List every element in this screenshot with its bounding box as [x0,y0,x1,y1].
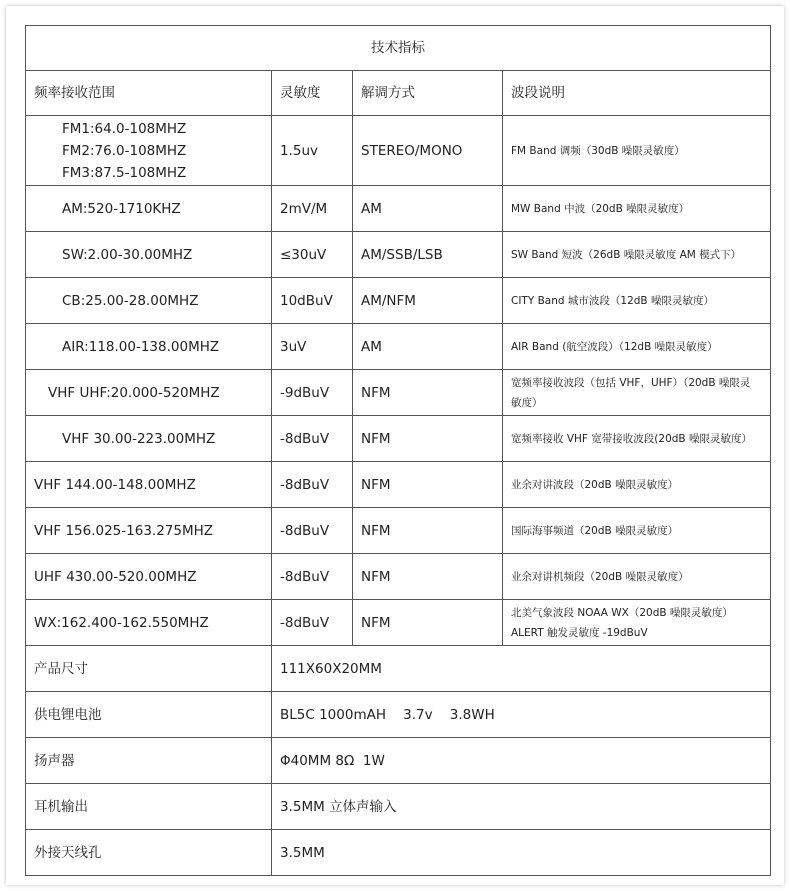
table-title: 技术指标 [26,26,771,71]
cell-description [503,370,771,416]
cell-description: MW Band 中波（20dB 噪限灵敏度） [503,186,771,232]
spec-row [26,692,771,738]
range-line: FM2:76.0-108MHZ [62,142,187,159]
cell-range: VHF 30.00-223.00MHZ [26,416,272,462]
cell-demodulation: NFM [353,462,503,508]
spec-value-headphone: 3.5MM 立体声输入 [272,784,771,830]
spec-card [6,6,784,885]
spec-table [25,25,771,876]
cell-sensitivity: 2mV/M [272,186,353,232]
description-line: 敏度） [511,396,543,409]
spec-label-size: 产品尺寸 [26,646,272,692]
table-row [26,186,771,232]
table-header-row [26,71,771,116]
cell-sensitivity: 3uV [272,324,353,370]
table-row [26,116,771,186]
table-row [26,508,771,554]
cell-range: VHF 144.00-148.00MHZ [26,462,272,508]
spec-value-speaker: Φ40MM 8Ω 1W [272,738,771,784]
description-line: 北美气象波段 NOAA WX（20dB 噪限灵敏度） [511,606,733,619]
header-demodulation: 解调方式 [353,71,503,116]
cell-demodulation: NFM [353,554,503,600]
table-row [26,554,771,600]
table-title-row [26,26,771,71]
header-description: 波段说明 [503,71,771,116]
spec-row [26,784,771,830]
cell-description: 业余对讲机频段（20dB 噪限灵敏度） [503,554,771,600]
spec-label-antenna: 外接天线孔 [26,830,272,876]
description-line: ALERT 触发灵敏度 -19dBuV [511,626,648,639]
cell-range: AM:520-1710KHZ [26,186,272,232]
cell-range: UHF 430.00-520.00MHZ [26,554,272,600]
cell-sensitivity: -8dBuV [272,508,353,554]
cell-range: VHF 156.025-163.275MHZ [26,508,272,554]
table-row [26,600,771,646]
cell-range [26,116,272,186]
header-sensitivity: 灵敏度 [272,71,353,116]
cell-description [503,600,771,646]
range-line: FM3:87.5-108MHZ [62,164,187,181]
table-row [26,232,771,278]
cell-demodulation: NFM [353,600,503,646]
cell-demodulation: AM/SSB/LSB [353,232,503,278]
table-row [26,416,771,462]
table-row [26,370,771,416]
spec-label-headphone: 耳机输出 [26,784,272,830]
spec-value-size: 111X60X20MM [272,646,771,692]
cell-sensitivity: ≤30uV [272,232,353,278]
cell-range: WX:162.400-162.550MHZ [26,600,272,646]
spec-row [26,738,771,784]
range-line: FM1:64.0-108MHZ [62,120,187,137]
cell-description: SW Band 短波（26dB 噪限灵敏度 AM 模式下） [503,232,771,278]
cell-demodulation: AM [353,186,503,232]
table-row [26,462,771,508]
cell-range: AIR:118.00-138.00MHZ [26,324,272,370]
cell-sensitivity: -8dBuV [272,600,353,646]
cell-description: CITY Band 城市波段（12dB 噪限灵敏度） [503,278,771,324]
cell-sensitivity: 1.5uv [272,116,353,186]
cell-description: 宽频率接收 VHF 宽带接收波段(20dB 噪限灵敏度） [503,416,771,462]
spec-value-battery: BL5C 1000mAH 3.7v 3.8WH [272,692,771,738]
cell-demodulation: NFM [353,370,503,416]
cell-demodulation: NFM [353,416,503,462]
cell-demodulation: STEREO/MONO [353,116,503,186]
cell-sensitivity: 10dBuV [272,278,353,324]
cell-description: 业余对讲波段（20dB 噪限灵敏度） [503,462,771,508]
cell-sensitivity: -8dBuV [272,554,353,600]
spec-label-battery: 供电锂电池 [26,692,272,738]
cell-demodulation: AM [353,324,503,370]
cell-demodulation: NFM [353,508,503,554]
spec-row [26,830,771,876]
cell-sensitivity: -8dBuV [272,462,353,508]
spec-value-antenna: 3.5MM [272,830,771,876]
cell-range: SW:2.00-30.00MHZ [26,232,272,278]
header-range: 频率接收范围 [26,71,272,116]
cell-sensitivity: -9dBuV [272,370,353,416]
cell-description: FM Band 调频（30dB 噪限灵敏度） [503,116,771,186]
spec-row [26,646,771,692]
cell-range: CB:25.00-28.00MHZ [26,278,272,324]
cell-description: AIR Band (航空波段）（12dB 噪限灵敏度） [503,324,771,370]
cell-description: 国际海事频道（20dB 噪限灵敏度） [503,508,771,554]
spec-label-speaker: 扬声器 [26,738,272,784]
description-line: 宽频率接收波段（包括 VHF，UHF）（20dB 噪限灵 [511,376,751,389]
cell-sensitivity: -8dBuV [272,416,353,462]
cell-demodulation: AM/NFM [353,278,503,324]
table-row [26,324,771,370]
table-row [26,278,771,324]
cell-range: VHF UHF:20.000-520MHZ [26,370,272,416]
